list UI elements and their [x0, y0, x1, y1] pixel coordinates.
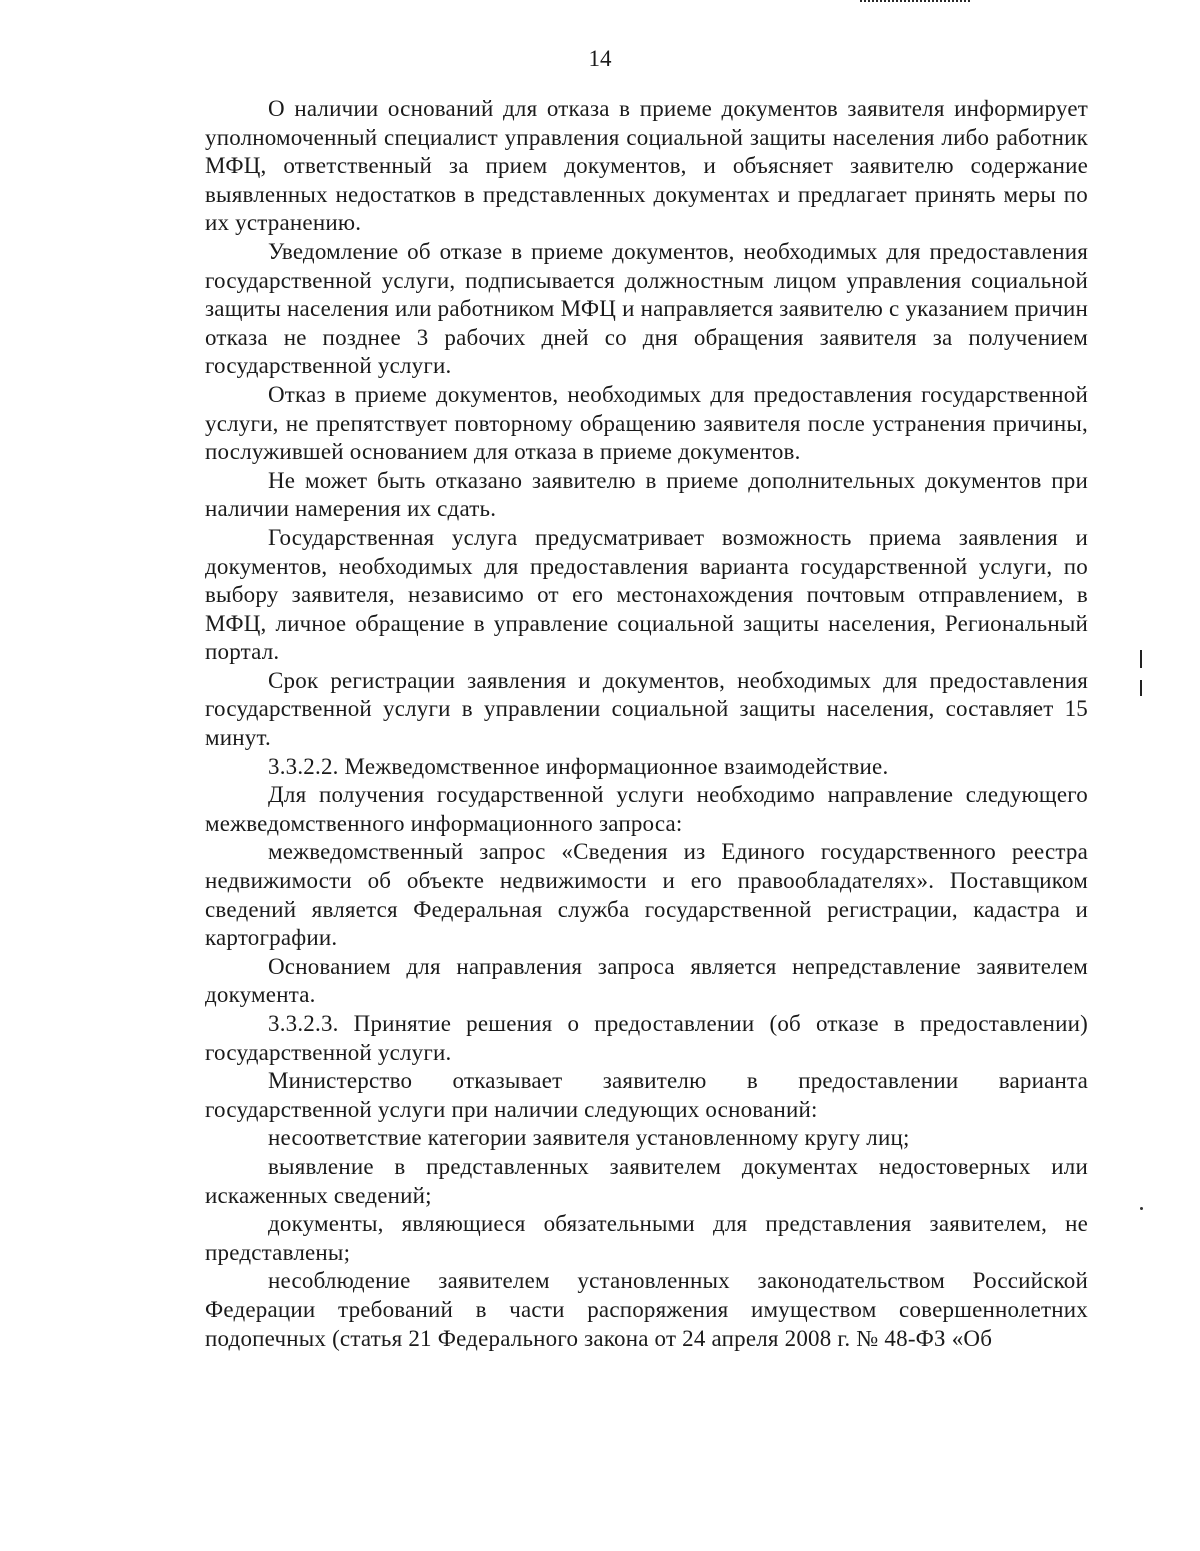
paragraph-registration-time: Срок регистрации заявления и документов, необходимых для предоставления государственной услуги в управлении социальной защиты населения, составляет 15 минут. [205, 667, 1088, 751]
list-item-missing-documents: документы, являющиеся обязательными для представления заявителем, не представлены; [205, 1211, 1088, 1265]
list-item-category-mismatch: несоответствие категории заявителя установленному кругу лиц; [268, 1125, 910, 1151]
paragraph-egrn-request: межведомственный запрос «Сведения из Единого государственного реестра недвижимости об объекте недвижимости и его правообладателях». Поставщиком сведений является Федеральная служба государственной регистрации, кадастра и картографии. [205, 839, 1088, 951]
section-heading-interagency: 3.3.2.2. Межведомственное информационное взаимодействие. [268, 753, 889, 779]
paragraph-refusal-grounds: Министерство отказывает заявителю в предоставлении варианта государственной услуги при наличии следующих оснований: [205, 1068, 1088, 1122]
section-heading-decision: 3.3.2.3. Принятие решения о предоставлении (об отказе в предоставлении) государственной услуги. [205, 1011, 1088, 1065]
document-body [205, 95, 1088, 1353]
paragraph-interagency-request: Для получения государственной услуги необходимо направление следующего межведомственного информационного запроса: [205, 782, 1088, 836]
paragraph-refusal-notification: О наличии оснований для отказа в приеме документов заявителя информирует уполномоченный специалист управления социальной защиты населения либо работник МФЦ, ответственный за прием документов, и объясняет заявителю содержание выявленных недостатков в представленных документах и предлагает принять меры по их устранению. [205, 96, 1088, 236]
paragraph-refusal-notice: Уведомление об отказе в приеме документов, необходимых для предоставления государственной услуги, подписывается должностным лицом управления социальной защиты населения или работником МФЦ и направляется заявителю с указанием причин отказа не позднее 3 рабочих дней со дня обращения заявителя за получением государственной услуги. [205, 238, 1088, 379]
page-number: 14 [588, 46, 612, 71]
scan-speck [1140, 1207, 1143, 1210]
list-item-legal-noncompliance: несоблюдение заявителем установленных законодательством Российской Федерации требований в части распоряжения имуществом совершеннолетних подопечных (статья 21 Федерального закона от 24 апреля 2008 г. № 48-ФЗ «Об [205, 1268, 1088, 1351]
paragraph-repeat-application: Отказ в приеме документов, необходимых для предоставления государственной услуги, не препятствует повторному обращению заявителя после устранения причины, послужившей основанием для отказа в приеме документов. [205, 381, 1088, 465]
paragraph-submission-methods: Государственная услуга предусматривает возможность приема заявления и документов, необходимых для предоставления варианта государственной услуги, по выбору заявителя, независимо от его местонахождения почтовым отправлением, в МФЦ, личное обращение в управление социальной защиты населения, Региональный портал. [205, 524, 1088, 665]
paragraph-additional-documents: Не может быть отказано заявителю в приеме дополнительных документов при наличии намерения их сдать. [205, 467, 1088, 522]
list-item-false-information: выявление в представленных заявителем документах недостоверных или искаженных сведений; [205, 1153, 1088, 1208]
paragraph-request-basis: Основанием для направления запроса является непредставление заявителем документа. [205, 953, 1088, 1008]
margin-mark [1140, 650, 1142, 668]
margin-mark [1140, 680, 1142, 696]
scan-top-edge-mark [860, 0, 970, 6]
